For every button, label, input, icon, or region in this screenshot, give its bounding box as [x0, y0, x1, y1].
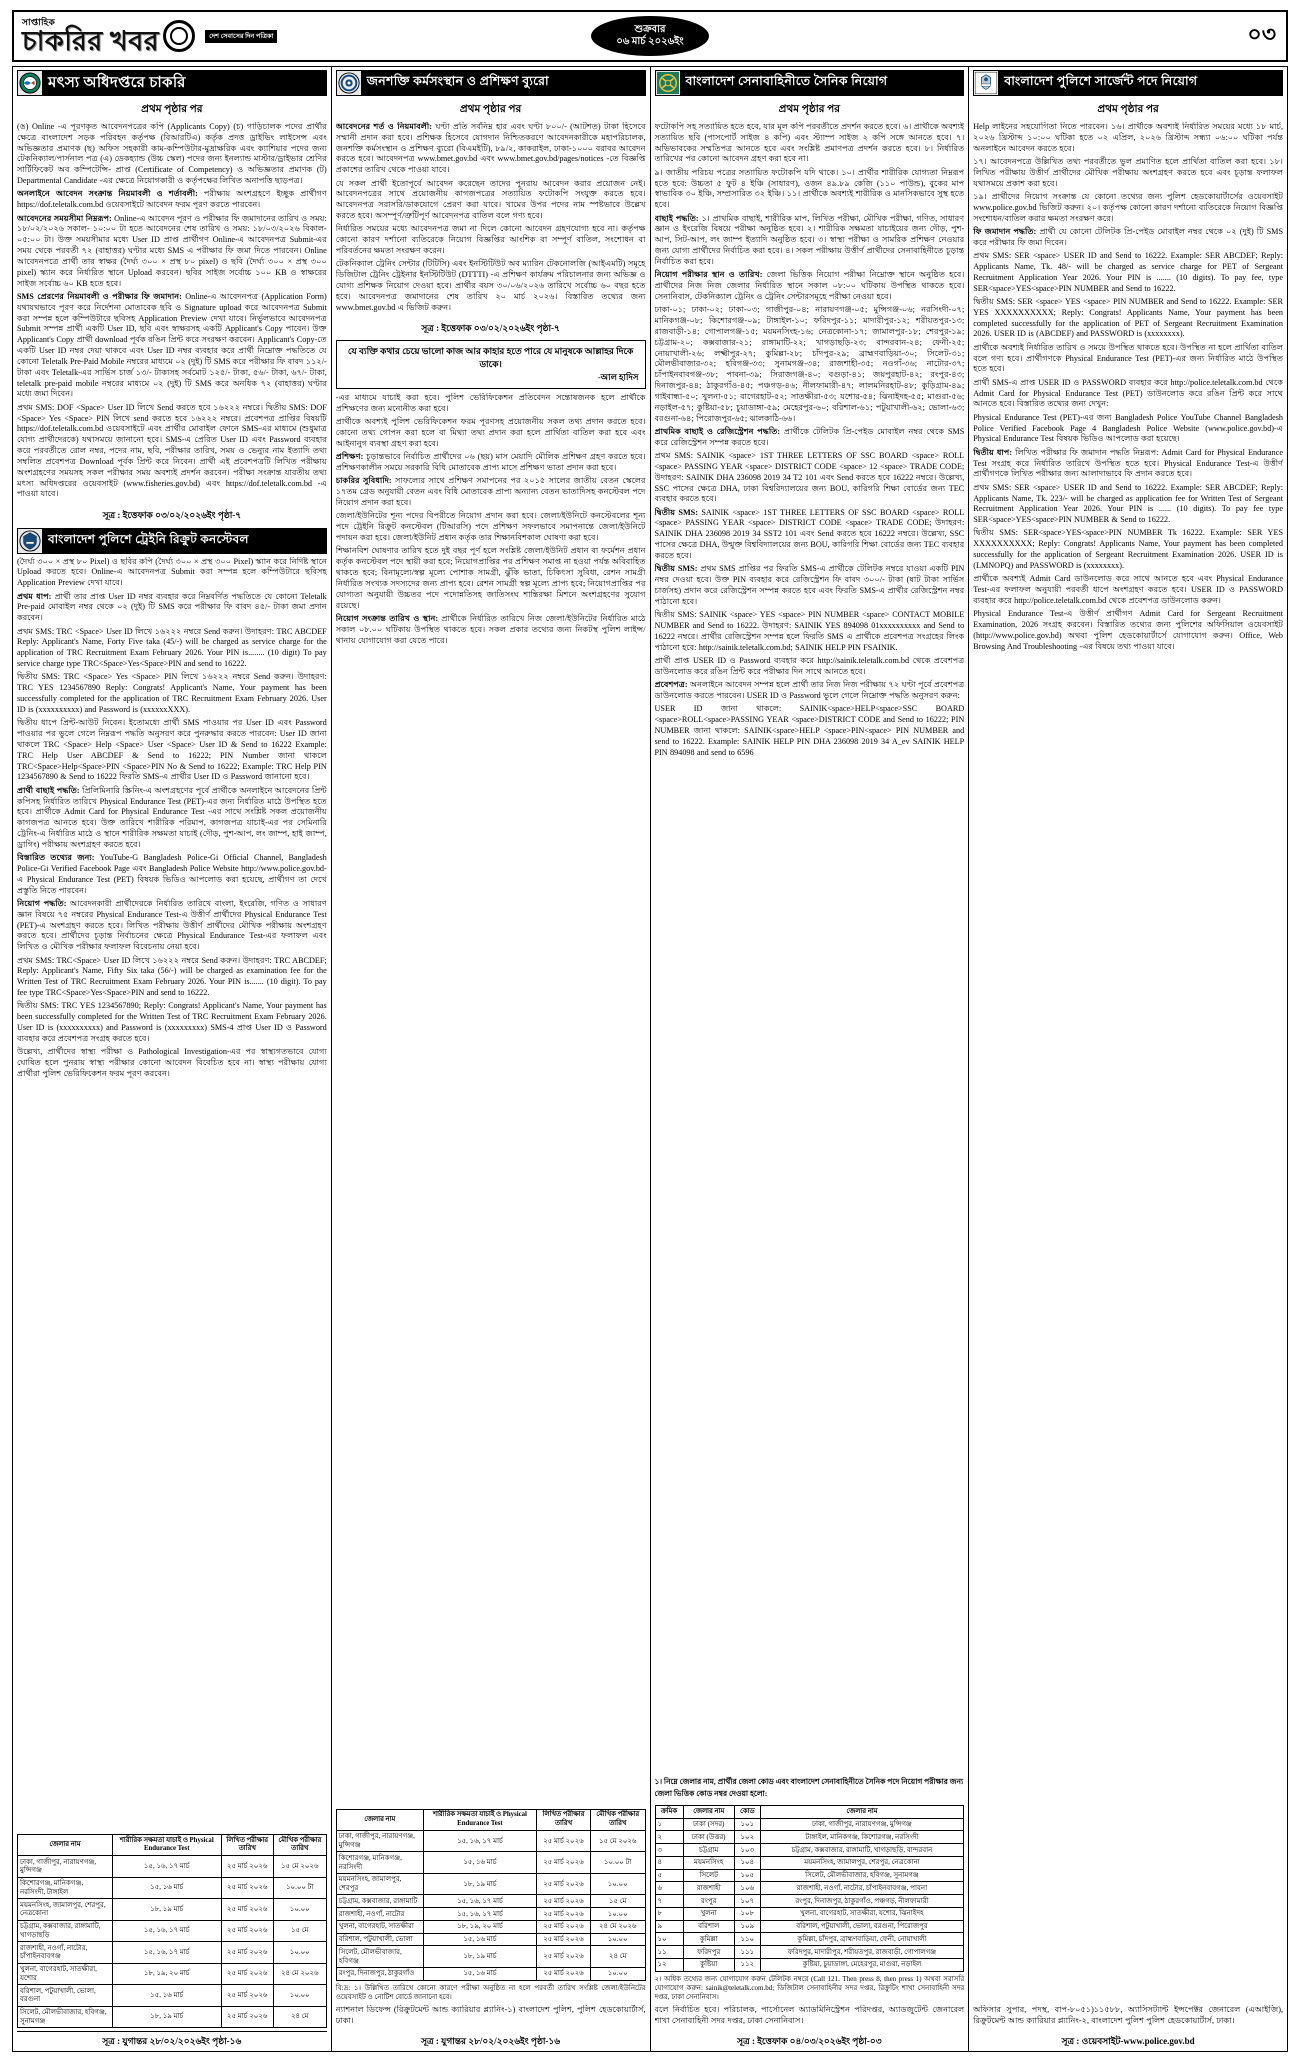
para: প্রথম SMS: SER <space> USER ID and Send to 16222. Example: SER ABCDEF; Reply: Applicants Name, Tk. 223/- will be charged as application fee for Written Test of Sergeant Recruitment Application Year 2026. Your PIN is ...... (10 digits). To pay fee type SER<space>YES<space>PIN NUMBER & Send to 16222. [973, 482, 1283, 525]
headline-police-sergeant: বাংলাদেশ পুলিশে সার্জেন্ট পদে নিয়োগ [999, 70, 1283, 96]
table-row [336, 1967, 645, 1980]
table-cell: ১০৯ [734, 1920, 760, 1933]
para: নিয়োগ পরীক্ষার স্থান ও তারিখ: জেলা ভিত্তিক নিয়োগ পরীক্ষা নিম্নোক্ত স্থানে অনুষ্ঠিত হবে। প্রার্থীদের নিজ নিজ জেলার নির্ধারিত স্থানে সকাল ০৮:০০ ঘটিকায় উপস্থিত থাকতে হবে। সেনানিবাস, টেকনিক্যাল ট্রেনিং ও ট্রেনিং সেন্টারসমূহে পরীক্ষা নেওয়া হবে। [654, 270, 965, 301]
table-row [336, 1933, 645, 1946]
para: Physical Endurance Test (PET)-এর জন্য Bangladesh Police YouTube Channel Bangladesh Police Verified Facebook Page 4 Bangladesh Police Website (www.police.gov.bd)-এ Physical Endurance Test বিষয়ক ভিডিও আপলোড করা হয়েছে। [973, 412, 1283, 444]
table-row [336, 1830, 645, 1852]
table-cell: ২৪ মে [590, 1946, 645, 1968]
table-column-header: কোড [734, 1806, 760, 1818]
table-column-header: মৌখিক পরীক্ষার তারিখ [273, 1835, 326, 1856]
table-row [655, 1933, 964, 1946]
para: প্রার্থী প্রাপ্ত USER ID ও Password ব্যবহার করে http://sainik.teletalk.com.bd থেকে প্রবেশপত্র ডাউনলোড করে রঙিন প্রিন্ট করে পরীক্ষার দিন সাথে আনতে হবে। [654, 655, 965, 676]
table-cell: ১০.০০ [590, 1873, 645, 1895]
article-header-fisheries [17, 70, 327, 96]
para: আবেদনের সময়সীমা নিম্নরূপ: Online-এ আবেদন পূরণ ও পরীক্ষার ফি জমাদানের তারিখ ও সময়: ১৮/০২/২০২৬ সকাল- ১০:০০ টা হতে আবেদনের শেষ তারিখ ও সময়: ১৮/০৩/২০২৬ বিকাল- ০৫:০০ টা। উক্ত সময়সীমার মধ্যে User ID প্রাপ্ত প্রার্থীগণ Online-এ আবেদনপত্র Submit-এর সময় থেকে পরবর্তী ৭২ (বাহাত্তর) ঘণ্টার মধ্যে SMS এ পরীক্ষার ফি জমা দিতে পারবেন। Online আবেদনপত্রে প্রার্থী তার স্বাক্ষর (দৈর্ঘ্য ৩০০ × প্রস্থ ৮০ pixel) ও ছবি (দৈর্ঘ্য ৩০০ × প্রস্থ ৩০০ pixel) স্ক্যান করে নির্ধারিত স্থানে Upload করবেন। ছবির সাইজ সর্বোচ্চ ১০০ KB ও স্বাক্ষরের সাইজ সর্বোচ্চ ৬০ KB হতে হবে। [17, 213, 327, 288]
table-cell: ১০৮ [734, 1907, 760, 1920]
table-cell: ৪ [655, 1856, 683, 1869]
source-fisheries: সূত্র : ইত্তেফাক ০৩/০২/২০২৬ইং পৃষ্ঠা-৭ [102, 509, 242, 520]
para: প্রাথমিক বাছাই ও রেজিস্ট্রেশন পদ্ধতি: প্রার্থীকে টেলিটক প্রি-পেইড মোবাইল নম্বর থেকে SMS করে রেজিস্ট্রেশন সম্পন্ন করতে হবে। [654, 426, 965, 447]
table-cell: ঢাকা (সদর) [683, 1818, 734, 1831]
table-cell: ২৫ মার্চ ২০২৬ [221, 1920, 273, 1942]
masthead-date-badge [591, 16, 709, 56]
para: প্রার্থী বাছাই পদ্ধতি: প্রিলিমিনারি স্ক্রিনিং-এ অংশগ্রহণের পূর্বে প্রার্থীকে অনলাইনে আবেদনের প্রিন্ট কপিসহ নির্ধারিত তারিখে Physical Endurance Test (PET)-এর জন্য নির্ধারিত মাঠে উপস্থিত হতে হবে। প্রার্থীকে Admit Card for Physical Endurance Test -এর সাথে সংশ্লিষ্ট সকল প্রয়োজনীয় কাগজপত্র আনতে হবে। উক্ত তারিখে শারীরিক পরিমাপ, কাগজপত্র যাচাই-এর পর সেমিনারি ট্রেনিং-এ নির্ধারিত মাঠে ও স্থানে শারীরিক সক্ষমতা যাচাই (দৌড়, পুশ-আপ, লং জাম্প, হাই জাম্প, ড্রাগিং) পরীক্ষায় অংশগ্রহণ করতে হবে। [17, 785, 327, 849]
table-cell: ১৮, ১৯ মার্চ [423, 1873, 536, 1895]
table-cell: ৩ [655, 1844, 683, 1857]
table-cell: ১২ [655, 1958, 683, 1971]
masthead-title: চাকরির খবর [22, 25, 160, 56]
table-row [655, 1907, 964, 1920]
table-cell: কিশোরগঞ্জ, মানিকগঞ্জ, নরসিংদী [336, 1852, 423, 1874]
table-row [655, 1844, 964, 1857]
table-cell: ২৫ মার্চ ২০২৬ [537, 1830, 591, 1852]
table-row [336, 1920, 645, 1933]
table-cell: ১১২ [734, 1958, 760, 1971]
table-cell: সিলেট, মৌলভীবাজার, হবিগঞ্জ [336, 1946, 423, 1968]
table-cell: ১৫, ১৬, ১৭ মার্চ [112, 1942, 221, 1964]
table-row [18, 1920, 327, 1942]
table-cell: ১০ [655, 1933, 683, 1946]
table-cell: টাঙ্গাইল, মানিকগঞ্জ, কিশোরগঞ্জ, নরসিংদী [760, 1831, 964, 1844]
hadith-quote-box [336, 340, 646, 389]
table-cell: ৬ [655, 1882, 683, 1895]
para: প্রশিক্ষণ: চূড়ান্তভাবে নির্বাচিত প্রার্থীদের ০৬ (ছয়) মাস মেয়াদি মৌলিক প্রশিক্ষণ গ্রহণ করতে হবে। প্রশিক্ষণকালীন সময়ে সরকারি বিধি মোতাবেক প্রাপ্য মাসে প্রশিক্ষণ ভাতা প্রদান করা হবে। [335, 452, 646, 473]
table-cell: রংপুর, দিনাজপুর, ঠাকুরগাঁও, পঞ্চগড়, নীলফামারী [760, 1895, 964, 1908]
table-cell: রাজশাহী [683, 1882, 734, 1895]
table-cell: ১৫ মে ২০২৬ [590, 1830, 645, 1852]
quote-text: যে ব্যক্তি কথার চেয়ে ভালো কাজ আর কাহার হতে পারে যে মানুষকে আল্লাহর দিকে ডাকে। [347, 346, 634, 369]
para: দ্বিতীয় SMS: SAINIK <space> YES <space> PIN NUMBER <space> CONTACT MOBILE NUMBER and Send to 16222. উদাহরণ: SAINIK YES 894098 01xxxxxxxxxx and Send to 16222 নম্বরে। প্রার্থীর রেজিস্ট্রেশন সম্পন্ন হলে ফিরতি SMS এ প্রার্থীকে প্রবেশপত্র সংগ্রহের লিংক পাঠানো হবে: http://sainik.teletalk.com.bd; SAINIK HELP PIN FSAINIK. [654, 610, 965, 652]
para: দ্বিতীয় SMS: প্রথম SMS প্রাপ্তির পর ফিরতি SMS-এ প্রার্থীকে টেলিটক নম্বরে যাওয়া একটি PIN নম্বর দেওয়া হবে। উক্ত PIN ব্যবহার করে রেজিস্ট্রেশন ফি বাবদ ৩০০/- টাকা (ষাট টাকা সার্ভিস চার্জসহ) প্রদান করে রেজিস্ট্রেশন সম্পন্ন করতে হবে এবং ফিরতি SMS-এ প্রার্থীর রেজিস্ট্রেশন নম্বর পাঠানো হবে। [654, 564, 965, 606]
para: চাকরির সুবিধাদি: সাফল্যের সাথে প্রশিক্ষণ সমাপনের পর ২০১৫ সালের জাতীয় বেতন স্কেলের ১৭তম গ্রেড অনুযায়ী বেতন এবং বিধি মোতাবেক প্রাপ্য অন্যান্য বেতন ভাতাদিসহ কনস্টেবল পদে নিয়োগ প্রদান করা হবে। [335, 476, 646, 508]
table-cell: ২৫ মার্চ ২০২৬ [221, 1942, 273, 1964]
table-cell: ১০.০০ [273, 1899, 326, 1921]
table-cell: সিলেট [683, 1869, 734, 1882]
table-cell: ১৫, ১৬ মার্চ [423, 1967, 536, 1980]
table-note-army: ২। অধিক তথ্যের জন্য যোগাযোগ করুন টেলিটক নম্বরে (Call 121. Then press 8, then press 1) অথবা সরাসরি যোগাযোগ করুন: sainik@teletalk.com.bd; ডিজিটাল সেনাবাহিনীর সদর দপ্তর, রিক্রুটিং শাখা সেনাবাহিনী সদর দপ্তর, ঢাকা সেনানিবাস। [654, 1974, 965, 2001]
para: যে সকল প্রার্থী ইতোপূর্বে আবেদন করেছেন তাদের পুনরায় আবেদন করার প্রয়োজন নেই। আবেদনপত্রের সাথে প্রয়োজনীয় কাগজপত্রের সত্যায়িত ফটোকপি সংযুক্ত করতে হবে। আবেদনপত্র সরাসরি/ডাকযোগে প্রেরণ করা যাবে। খামের উপর পদের নাম স্পষ্টভাবে উল্লেখ করতে হবে। অসম্পূর্ণ/ত্রুটিপূর্ণ আবেদনপত্র বাতিল বলে গণ্য হবে। [335, 178, 646, 221]
para: বাছাই পদ্ধতি: ১। প্রাথমিক বাছাই, শারীরিক মাপ, লিখিত পরীক্ষা, মৌখিক পরীক্ষা, গণিত, সাধারণ জ্ঞান ও ইংরেজি বিষয়ে পরীক্ষা অনুষ্ঠিত হবে। ২। শারীরিক সক্ষমতা যাচাইয়ের জন্য দৌড়, পুশ-আপ, সিট-আপ, লং জাম্প ইত্যাদি অনুষ্ঠিত হবে। ৩। স্বাস্থ্য পরীক্ষা ও সামরিক প্রশিক্ষণ নেওয়ার জন্য যোগ্য প্রার্থীদের নির্বাচিত করা হবে। ৪। সকল পরীক্ষায় উত্তীর্ণ প্রার্থীদের সেনাবাহিনীতে চূড়ান্ত নির্বাচিত করা হবে। [654, 213, 965, 266]
continued-note-police-sergeant: প্রথম পৃষ্ঠার পর [1097, 104, 1159, 115]
table-row [18, 1963, 327, 1985]
para: Physical Endurance Test-এ উত্তীর্ণ প্রার্থীগণ Admit Card for Sergeant Recruitment Examination, 2026 সংগ্রহ করবেন। বিস্তারিত তথ্যের জন্য পুলিশের অফিসিয়াল ওয়েবসাইট (http://www.police.gov.bd) অথবা পুলিশ হেডকোয়ার্টার্সে যোগাযোগ করুন। Office, Web Browsing And Troubleshooting -এর বিষয়ে তথ্য পাওয়া যাবে। [973, 609, 1283, 651]
para: ন্যাশনাল ডিফেন্স (রিক্রুটমেন্ট আন্ড ক্যারিয়ার প্ল্যানিং-১) বাংলাদেশ পুলিশ, পুলিশ হেডকোয়ার্টার্স, ঢাকা। [335, 2004, 646, 2025]
table-cell: সিলেট, মৌলভীবাজার, হবিগঞ্জ, সুনামগঞ্জ [18, 2006, 113, 2028]
table-row [655, 1818, 964, 1831]
table-cell: ১৫, ১৬ মার্চ [423, 1933, 536, 1946]
table-row [336, 1895, 645, 1908]
table-cell: ২৫ মার্চ ২০২৬ [221, 1877, 273, 1899]
article-header-bmet [336, 70, 646, 96]
table-cell: ৮ [655, 1907, 683, 1920]
table-cell: রংপুর, দিনাজপুর, ঠাকুরগাঁও [336, 1967, 423, 1980]
table-cell: ১০৭ [734, 1895, 760, 1908]
para: দ্বিতীয় SMS: SER <space> YES <space> PIN NUMBER and Send to 16222. Example: SER YES XXXXXXXXXX; Reply: Congrats! Applicants Name, Your payment has been completed successfully for the application of PET of Sergeant Recruitment Examination 2026. USER ID is (ABCDEF) and PASSWORD is (xxxxxxxx). [973, 296, 1283, 339]
para: দ্বিতীয় ধাপে প্রিন্ট-আউট নিবেন। ইতোমধ্যে প্রার্থী SMS পাওয়ার পর User ID এবং Password পাওয়ার পর ভুলে গেলে নিম্নরূপ পদ্ধতি অনুসরণ করে পুনরুদ্ধার করতে পারবেন: User ID জানা থাকলে TRC <Space> Help <Space> User <Space> User ID & Send to 16222 Example: TRC Help User ABCDEF & Send to 16222; PIN Number জানা থাকলে TRC<Space>Help<Space>PIN <Space>PIN No & Send to 16222; Example: TRC Help PIN 1234567890 & Send to 16222 ফিরতি SMS-এ প্রার্থীর User ID ও Password জানানো হবে। [17, 718, 327, 782]
para: উল্লেখ্য, প্রার্থীদের স্বাস্থ্য পরীক্ষা ও Pathological Investigation-এর পর স্বাস্থ্যগতভাবে যোগ্য ঘোষিত হলে পুনরায় স্বাস্থ্য পরীক্ষার কোনো আবেদন বিবেচিত হবে না। স্বাস্থ্য পরীক্ষায় যোগ্য প্রার্থীরা পুলিশ ভেরিফিকেশন ফরম পূরণ করবেন। [17, 1047, 327, 1078]
table-cell: ১৫, ১৬, ১৭ মার্চ [423, 1895, 536, 1908]
para: ফি জমাদান পদ্ধতি: প্রার্থী যে কোনো টেলিটক প্রি-পেইড মোবাইল নম্বর থেকে ০২ (দুই) টি SMS করে পরীক্ষার ফি জমা দিবেন। [973, 226, 1283, 247]
body-police-trc-cont [336, 393, 646, 1805]
table-cell: ১০১ [734, 1818, 760, 1831]
table-cell: ২৫ মার্চ ২০২৬ [537, 1895, 591, 1908]
para: SMS প্রেরণের নিয়মাবলী ও পরীক্ষার ফি জমাদান: Online-এ আবেদনপত্র (Application Form) যথাযথভাবে পূরণ করে নির্দেশনা মোতাবেক ছবি ও Signature upload করে আবেদনপত্র Submit করা সম্পন্ন হলে কম্পিউটারে ছবিসহ Application Preview দেখা যাবে। নির্ভুলভাবে আবেদনপত্র Submit সম্পন্ন প্রার্থী একটি User ID, ছবি এবং স্বাক্ষরসহ একটি Applicant's Copy পাবেন। উক্ত Applicant's Copy প্রার্থী download পূর্বক রঙিন প্রিন্ট করে সংরক্ষণ করবেন। Applicant's Copy-তে একটি User ID নম্বর দেয়া থাকবে এবং User ID নম্বর ব্যবহার করে প্রার্থী নিম্নোক্ত পদ্ধতিতে যে কোনো Teletalk Pre-Paid Mobile নম্বরের মাধ্যমে ০২ (দুই) টি SMS করে পরীক্ষার ফি বাবদ ১১২/- টাকা এবং Teletalk-এর সার্ভিস চার্জ ১৩/- টাকাসহ সর্বমোট ১২৫/- টাকা, ৫৬/- টাকা, ৬৭/- টাকা, teletalk pre-paid mobile নম্বরের মাধ্যমে ০২ (দুই) টি SMS করে অনধিক ৭২ (বাহাত্তর) ঘণ্টার মধ্যে জমা দিবেন। [17, 291, 327, 399]
table-cell: ২৫ মার্চ ২০২৬ [221, 1985, 273, 2007]
table-cell: ১৫ মে [273, 1920, 326, 1942]
table-cell: ১০৫ [734, 1869, 760, 1882]
table-row [336, 1852, 645, 1874]
table-cell: কিশোরগঞ্জ, মানিকগঞ্জ, নরসিংদী, টাঙ্গাইল [18, 1877, 113, 1899]
table-row [18, 1899, 327, 1921]
table-row [18, 1985, 327, 2007]
masthead [12, 10, 1288, 62]
continued-note-army: প্রথম পৃষ্ঠার পর [778, 104, 841, 115]
table-column-header: শারীরিক সক্ষমতা যাচাই ও Physical Endurance Test [112, 1835, 221, 1856]
table-cell: রাজশাহী, নওগাঁ, নাটোর, চাঁপাইনবাবগঞ্জ, পাবনা [760, 1882, 964, 1895]
table-cell: ফরিদপুর, মাদারীপুর, শরীয়তপুর, রাজবাড়ী, গোপালগঞ্জ [760, 1946, 964, 1959]
table-cell: বরিশাল, পটুয়াখালী, ভোলা, বরগুনা [18, 1985, 113, 2007]
para: প্রার্থীকে অবশ্যই Admit Card ডাউনলোড করে সাথে আনতে হবে এবং Physical Endurance Test-এর ফলাফল অনুযায়ী পরবর্তী ধাপে অংশগ্রহণ করতে হবে। USER ID ও PASSWORD ব্যবহার করে http://police.teletalk.com.bd থেকে প্রবেশপত্র ডাউনলোড করুন। [973, 574, 1283, 605]
table-cell: রংপুর [683, 1895, 734, 1908]
table-cell: ১০.০০ টা [273, 1877, 326, 1899]
table-cell: ১৮, ১৯ মার্চ [112, 1899, 221, 1921]
table-cell: কুষ্টিয়া, চুয়াডাঙ্গা, মেহেরপুর, মাগুরা, নড়াইল [760, 1958, 964, 1971]
masthead-gear-icon [163, 20, 195, 52]
table-cell: ২ [655, 1831, 683, 1844]
source-prefix-police [336, 2005, 646, 2029]
table-cell: ১০.০০ টা [590, 1852, 645, 1874]
headline-fisheries: মৎস্য অধিদপ্তরে চাকরি [43, 70, 327, 96]
fisheries-emblem-icon [17, 70, 43, 96]
table-cell: ফরিদপুর [683, 1946, 734, 1959]
para: নিয়োগ সংক্রান্ত তারিখ ও স্থান: প্রার্থীকে নির্ধারিত তারিখে নিজ জেলা/ইউনিটের নির্ধারিত মাঠে সকাল ০৮.০০ ঘটিকায় উপস্থিত থাকতে হবে। সকল প্রকার তথ্যের জন্য নিকটস্থ পুলিশ লাইন্স/থানায় যোগাযোগ করা যেতে পারে। [335, 613, 646, 645]
body-bmet [336, 122, 646, 316]
table-column-header: লিখিত পরীক্ষার তারিখ [537, 1809, 591, 1830]
table-cell: ২৫ মার্চ ২০২৬ [537, 1908, 591, 1921]
para: প্রথম SMS: DOF <Space> User ID লিখে Send করতে হবে ১৬২২২ নম্বরে। দ্বিতীয় SMS: DOF <Space> Yes <Space> PIN লিখে send করতে হবে ১৬২২২ নম্বরে। প্রবেশপত্র প্রাপ্তির বিষয়টি https://dof.teletalk.com.bd ওয়েবসাইটে এবং প্রার্থীর মোবাইল ফোনে SMS-এর মাধ্যমে (শুধুমাত্র যোগ্য প্রার্থীদেরকে) যথাসময়ে জানানো হবে। SMS-এ প্রেরিত User ID এবং Password ব্যবহার করে পরবর্তীতে রোল নম্বর, পদের নাম, ছবি, পরীক্ষার তারিখ, সময় ও ভেন্যুর নাম ইত্যাদি তথ্য সম্বলিত প্রবেশপত্র Download পূর্বক প্রিন্ট করে নিবেন। প্রার্থী এই প্রবেশপত্রটি লিখিত পরীক্ষায় অংশগ্রহণের সময়সহ সকল পরীক্ষার সময় অবশ্যই প্রদর্শন করবেন। পরীক্ষা সংক্রান্ত যাবতীয় তথ্য মৎস্য অধিদপ্তরের ওয়েবসাইট (www.fisheries.gov.bd) এবং https://dof.teletalk.com.bd -এ পাওয়া যাবে। [17, 402, 327, 499]
table-row [18, 2006, 327, 2028]
source-police-trc: সূত্র : যুগান্তর ২৮/০২/২০২৬ইং পৃষ্ঠা-১৬ [17, 2031, 327, 2049]
para: জেলা/ইউনিটের শূন্য পদের বিপরীতে নিয়োগ প্রদান করা হবে। জেলা/ইউনিটে কনস্টেবলের শূন্য পদে ট্রেইনি রিক্রুট কনস্টেবল (টিআরসি) পদে প্রশিক্ষণ সফলভাবে সমাপনান্তে জেলা/ইউনিটে পদায়ন করা হবে। জেলা/ইউনিট প্রধান কর্তৃক তার শিক্ষানবিশকাল ঘোষণা করা হবে। [335, 511, 646, 543]
table-cell: ২৪ মে [273, 2006, 326, 2028]
table-cell: ঢাকা, গাজীপুর, নারায়ণগঞ্জ, মুন্সিগঞ্জ [760, 1818, 964, 1831]
table-cell: খুলনা, বাগেরহাট, সাতক্ষীরা [336, 1920, 423, 1933]
para: প্রার্থীকে অবশ্যই পুলিশ ভেরিফিকেশন ফরম পূরণসহ প্রয়োজনীয় সকল তথ্য প্রদান করতে হবে। কোনো তথ্য গোপন করা হলে বা মিথ্যা তথ্য প্রদান করা হলে প্রার্থিতা বাতিল করা হবে এবং আইনানুগ ব্যবস্থা গ্রহণ করা হবে। [335, 417, 646, 448]
table-cell: ১০৪ [734, 1856, 760, 1869]
table-row [655, 1895, 964, 1908]
table-cell: ২৪ মে ২০২৬ [273, 1963, 326, 1985]
table-cell: ঢাকা, গাজীপুর, নারায়ণগঞ্জ, মুন্সিগঞ্জ [18, 1856, 113, 1878]
body-police-trc [17, 557, 327, 1830]
masthead-date-day: শুক্রবার [634, 23, 666, 35]
table-column-header: শারীরিক সক্ষমতা যাচাই ও Physical Endurance Test [423, 1809, 536, 1830]
table-cell: রাজশাহী, নওগাঁ, নাটোর [336, 1908, 423, 1921]
para: ১৭। আবেদনপত্রে উল্লিখিত তথ্য পরবর্তীতে ভুল প্রমাণিত হলে প্রার্থিতা বাতিল করা হবে। ১৮। লিখিত পরীক্ষায় উত্তীর্ণ প্রার্থীদের মৌখিক পরীক্ষায় অংশগ্রহণ করতে হবে এবং চূড়ান্ত ফলাফল যথাসময়ে প্রকাশ করা হবে। [973, 156, 1283, 188]
para: প্রথম SMS: TRC<Space> User ID লিখে ১৬২২২ নম্বরে Send করুন। উদাহরণ: TRC ABCDEF; Reply: Applicant's Name, Fifty Six taka (56/-) will be charged as examination fee for the Written Test of TRC Recruitment Exam February 2026. Your PIN is....... (10 digit). To pay fee type TRC<Space>Yes<Space>PIN and send to 16222. [17, 955, 327, 998]
para: ৯। জাতীয় পরিচয় পত্রের সত্যায়িত ফটোকপি যদি থাকে। ১০। প্রার্থীর শারীরিক যোগ্যতা নিম্নরূপ হতে হবে: উচ্চতা ৫ ফুট ৪ ইঞ্চি (সাধারণ), ওজন ৪৯.৮৯ কেজি (১১০ পাউন্ড), বুকের মাপ স্বাভাবিক ৩০ ইঞ্চি, সম্প্রসারিত ৩২ ইঞ্চি। ১১। প্রার্থীকে অবশ্যই শারীরিক ও মানসিকভাবে সুস্থ হতে হবে। [654, 167, 965, 210]
table-cell: ১৫, ১৬ মার্চ [112, 1985, 221, 2007]
table-column-header: মৌখিক পরীক্ষার তারিখ [590, 1809, 645, 1830]
table-cell: ২৫ মার্চ ২০২৬ [221, 2006, 273, 2028]
table-cell: ১৫ মে ২০২৬ [273, 1856, 326, 1878]
table-cell: ১০.০০ [273, 1942, 326, 1964]
article-header-army [655, 70, 965, 96]
para: দ্বিতীয় ধাপ: লিখিত পরীক্ষার ফি জমাদান পদ্ধতি নিম্নরূপ: Admit Card for Physical Endurance Test সংগ্রহ করে নির্ধারিত তারিখে উপস্থিত হতে হবে। Physical Endurance Test-এ উত্তীর্ণ প্রার্থীগণকে লিখিত পরীক্ষার জন্য আলাদাভাবে ফি প্রদান করতে হবে। [973, 447, 1283, 479]
para: প্রথম SMS: TRC <Space> User ID লিখে ১৬২২২ নম্বরে Send করুন। উদাহরণ: TRC ABCDEF Reply: Applicant's Name, Forty Five taka (45/-) will be charged as service charge for the application of TRC Recruitment Exam February 2026. Your PIN is........ (10 digit) To pay service charge type TRC<Space>Yes<Space>PIN and send to 16222. [17, 626, 327, 669]
column-4 [969, 67, 1287, 2051]
table-header-row [655, 1806, 964, 1818]
police-sergeant-emblem-icon [973, 70, 999, 96]
para: নিয়োগ পদ্ধতি: আবেদনকারী প্রার্থীদেরকে নির্ধারিত তারিখে বাংলা, ইংরেজি, গণিত ও সাধারণ জ্ঞান বিষয়ে ৭৫ নম্বরের Physical Endurance Test-এ উত্তীর্ণ প্রার্থীদের Physical Endurance Test (PET)-এ অংশগ্রহণ করতে হবে। লিখিত পরীক্ষায় উত্তীর্ণ প্রার্থীদের মৌখিক পরীক্ষায় অংশগ্রহণ করতে হবে। প্রার্থীদের চূড়ান্ত নির্বাচনের ক্ষেত্রে Physical Endurance Test-এর ফলাফল এবং লিখিত ও মৌখিক পরীক্ষার ফলাফল বিবেচনায় নেয়া হবে। [17, 899, 327, 952]
para: দ্বিতীয় SMS: SER<space>YES<space>PIN NUMBER Tk 16222. Example: SER YES XXXXXXXXXX; Reply: Congrats! Applicants Name, Your payment has been completed successfully for the application of Sergeant Recruitment Examination 2026. USER ID is (LMNOPQ) and PASSWORD is (xxxxxxxx). [973, 528, 1283, 570]
table-cell: ২৫ মার্চ ২০২৬ [537, 1967, 591, 1980]
para: ফটোকপি সহ সত্যায়িত হতে হবে, যার মূল কপি পরবর্তীতে প্রদর্শন করতে হবে। ৬। প্রার্থীকে অবশ্যই সত্যায়িত ছবি (পাসপোর্ট সাইজ ৪ কপি) এবং স্ট্যাম্প সাইজ ২ কপি সঙ্গে আনতে হবে। ৭। অভিভাবকের সম্মতিপত্র আনতে হবে এবং সংশ্লিষ্ট প্রমাণপত্র প্রদর্শন করতে হবে। ৮। নির্ধারিত তারিখের পর কোনো আবেদন গ্রহণ করা হবে না। [654, 122, 965, 164]
table-cell: ১০৩ [734, 1844, 760, 1857]
table-cell: চট্টগ্রাম [683, 1844, 734, 1857]
source-police-trc-2: সূত্র : যুগান্তর ২৮/০২/২০২৬ইং পৃষ্ঠা-১৬ [421, 2036, 561, 2046]
para: অফিসার সুপার, পদস্থ, বাপ-৮০৫১)১১৫৮৮, অ্যাসিসট্যান্ট ইন্সপেক্টর জেনারেল (এআইজি), রিক্রুটমেন্ট আন্ড ক্যারিয়ার প্ল্যানিং-২, বাংলাদেশ পুলিশ পুলিশ হেডকোয়ার্টার্স, ঢাকা। [973, 2004, 1283, 2025]
table-cell: ৫ [655, 1869, 683, 1882]
table-cell: ১১ [655, 1946, 683, 1959]
bmet-gear-icon [336, 70, 362, 96]
source-bmet: সূত্র : ইত্তেফাক ০৩/০২/২০২৬ইং পৃষ্ঠা-৭ [421, 323, 560, 334]
table-cell: বরিশাল [683, 1920, 734, 1933]
para: ১৯। প্রার্থীদের নিয়োগ সংক্রান্ত যে কোনো তথ্যের জন্য পুলিশ হেডকোয়ার্টার্সের ওয়েবসাইট www.police.gov.bd ভিজিট করুন। ২০। কর্তৃপক্ষ কোনো কারণ দর্শানো ব্যতিরেকে নিয়োগ বিজ্ঞপ্তি সংশোধন/বাতিল করার ক্ষমতা সংরক্ষণ করে। [973, 191, 1283, 223]
table-header-row [18, 1835, 327, 1856]
para: দ্বিতীয় SMS: SAINIK <space> 1ST THREE LETTERS OF SSC BOARD <space> ROLL <space> PASSING YEAR <space> DISTRICT CODE <space> TRADE CODE; উদাহরণ: SAINIK DHA 236098 2019 34 SST2 101 এবং Send করতে হবে 16222 নম্বরে। উল্লেখ্য, SSC পাসের ক্ষেত্রে DHA, উন্মুক্ত বিশ্ববিদ্যালয়ের জন্য BOU, কারিগরি শিক্ষা বোর্ডের জন্য TEC ব্যবহার করতে হবে। [654, 507, 965, 560]
article-header-police-trc [17, 528, 327, 554]
para: প্রথম SMS: SER <space> USER ID and Send to 16222. Example: SER ABCDEF; Reply: Applicants Name, Tk. 48/- will be charged as service charge for PET of Sergeant Recruitment Application Year 2026. Your PIN is ....... (10 digits). To pay fee, type SER<space>YES<space>PIN NUMBER and Send to 16222. [973, 251, 1283, 293]
column-2 [332, 67, 651, 2051]
para: প্রার্থী SMS-এ প্রাপ্ত USER ID ও PASSWORD ব্যবহার করে http://police.teletalk.com.bd থেকে Admit Card for Physical Endurance Test (PET) ডাউনলোড করে রঙিন প্রিন্ট করে সাথে আনতে হবে। বিস্তারিত তথ্যের জন্য দেখুন: [973, 377, 1283, 409]
table-footer-note: বি:দ্র: ১। উল্লিখিত তারিখে কোনো কারণে পরীক্ষা অনুষ্ঠিত না হলে পরবর্তী তারিখ সংশ্লিষ্ট জেলা/ইউনিটের ওয়েবসাইট ও নোটিশ বোর্ডে জানানো হবে। [335, 1983, 646, 2001]
table-cell: ১৮, ১৯ মার্চ [112, 2006, 221, 2028]
table-cell: খুলনা, বাগেরহাট, সাতক্ষীরা, যশোর, ঝিনাইদহ [760, 1907, 964, 1920]
table-header-row [336, 1809, 645, 1830]
table-body [655, 1818, 964, 1971]
table-cell: ১৮, ১৯, ২০ মার্চ [112, 1963, 221, 1985]
table-row [336, 1946, 645, 1968]
table-cell: ১০.০০ [273, 1985, 326, 2007]
table-cell: ১৫, ১৬, ১৭ মার্চ [112, 1856, 221, 1878]
table-cell: ঢাকা (উত্তর) [683, 1831, 734, 1844]
table-cell: বরিশাল, পটুয়াখালী, ভোলা [336, 1933, 423, 1946]
para: অনলাইনে আবেদন সংক্রান্ত নিয়মাবলী ও শর্তাবলী: পরীক্ষায় অংশগ্রহণে ইচ্ছুক প্রার্থীগণ https://dof.teletalk.com.bd ওয়েবসাইটে আবেদন ফরম পূরণ করতে পারবেন। [17, 189, 327, 210]
table-cell: সিলেট, মৌলভীবাজার, হবিগঞ্জ, সুনামগঞ্জ [760, 1869, 964, 1882]
table-cell: ১৫, ১৬, ১৭ মার্চ [112, 1920, 221, 1942]
table-column-header: জেলার নাম [18, 1835, 113, 1856]
table-row [18, 1942, 327, 1964]
table-row [18, 1877, 327, 1899]
masthead-logo [20, 18, 159, 55]
para: (দৈর্ঘ্য ৩০০ × প্রস্থ ৮০ Pixel) ও ছবির কপি (দৈর্ঘ্য ৩০০ × প্রস্থ ৩০০ Pixel) স্ক্যান করে নির্দিষ্ট স্থানে Upload করতে হবে। Online-এ আবেদনপত্র Submit করা সম্পন্ন হলে কম্পিউটারে ছবিসহ Application Preview দেখা যাবে। [17, 556, 327, 588]
source-prefix-police-sergeant [973, 2005, 1283, 2029]
masthead-kicker: সাপ্তাহিক [22, 16, 55, 27]
source-prefix-army [655, 2005, 965, 2029]
table-cell: কুমিল্লা, চাঁদপুর, ব্রাহ্মণবাড়িয়া, ফেনী, নোয়াখালী [760, 1933, 964, 1946]
body-fisheries [17, 122, 327, 503]
column-1 [13, 67, 332, 2051]
table-cell: ২৫ মার্চ ২০২৬ [537, 1873, 591, 1895]
para: প্রবেশপত্র: অনলাইনে আবেদন সম্পন্ন হলে প্রার্থী তার নিজ নিজ পরীক্ষায় ৭২ ঘণ্টা পূর্বে প্রবেশপত্র ডাউনলোড করতে পারবেন। USER ID ও Password ভুলে গেলে নিম্নোক্ত পদ্ধতি অনুসরণ করুন: [654, 680, 965, 700]
table-cell: ১৫, ১৬, ১৭ মার্চ [423, 1830, 536, 1852]
police-emblem-icon [17, 528, 43, 554]
source-army: সূত্র : ইত্তেফাক ০৪/০৩/২০২৬ইং পৃষ্ঠা-০৩ [737, 2036, 882, 2046]
table-body [336, 1830, 645, 1980]
table-cell: ২৫ মার্চ ২০২৬ [537, 1933, 591, 1946]
table-cell: ঢাকা, গাজীপুর, নারায়ণগঞ্জ, মুন্সিগঞ্জ [336, 1830, 423, 1852]
table-cell: ১০২ [734, 1831, 760, 1844]
table-column-header: ক্রমিক [655, 1806, 683, 1818]
para: বলে নির্বাচিত হবে। পরিচালক, পার্সোনেল অ্যাডমিনিস্ট্রেশন পরিদপ্তর, অ্যাডজুটেন্ট জেনারেল শাখা সেনাবাহিনী সদর দপ্তর, ঢাকা সেনানিবাস। [654, 2004, 965, 2025]
table-cell: ২৫ মার্চ ২০২৬ [537, 1920, 591, 1933]
para: দ্বিতীয় SMS: TRC <Space> Yes <Space> PIN লিখে ১৬২২২ নম্বরে Send করুন। উদাহরণ: TRC YES 1234567890 Reply: Congrats! Applicant's Name, Your payment has been successfully completed for the application of TRC Recruitment Exam February 2026. User ID is (xxxxxxxxxx) and Password is (xxxxxxXXX). [17, 672, 327, 714]
table-cell: কুষ্টিয়া [683, 1958, 734, 1971]
table-cell: ১৮, ১৯, ২০ মার্চ [423, 1920, 536, 1933]
table-cell: রাজশাহী, নওগাঁ, নাটোর, চাঁপাইনবাবগঞ্জ [18, 1942, 113, 1964]
table-cell: চট্টগ্রাম, কক্সবাজার, রাঙ্গামাটি, খাগড়াছড়ি, বান্দরবান [760, 1844, 964, 1857]
table-cell: ২৫ মার্চ ২০২৬ [537, 1946, 591, 1968]
para: (ঙ) Online -এ পূরণকৃত আবেদনপত্রের কপি (Applicants Copy) (চ) গাড়িচালক পদের প্রার্থীর ক্ষেত্রে বাংলাদেশ সড়ক পরিবহন কর্তৃপক্ষ (বিআরটিএ) কর্তৃক প্রদত্ত ড্রাইভিং লাইসেন্স এবং অভিজ্ঞতার প্রমাণক (ছ) অফিস সহকারী কাম-কম্পিউটার-মুদ্রাক্ষরিক এবং ক্যাশিয়ার পদের জন্য টেকনিক্যাল/পার্সনাল পত্র (এ) ডেকহ্যান্ড (উচ্চ স্কেল) পদের জন্য ইনল্যান্ড মাস্টার/ড্রাইভার শ্রেণির সার্টিফিকেট অব কম্পিটেন্সি- প্রাপ্ত (Certificate of Competency) ও অভিজ্ঞতার প্রমাণক (ট) Departmental Candidate -এর ক্ষেত্রে নিয়োগকারী ও কর্তৃপক্ষের লিখিত অনাপত্তি ছাড়পত্র। [17, 122, 327, 186]
table-cell: ১৫, ১৬, ১৭ মার্চ [423, 1908, 536, 1921]
body-army [655, 122, 965, 1773]
table-cell: ১১০ [734, 1933, 760, 1946]
table-army-district-codes [655, 1805, 965, 1971]
table-cell: ৭ [655, 1895, 683, 1908]
table-column-header: জেলার নাম [683, 1806, 734, 1818]
table-cell: ১৫, ১৬ মার্চ [423, 1852, 536, 1874]
table-row [655, 1958, 964, 1971]
table-cell: ১১১ [734, 1946, 760, 1959]
para: -এর মাধ্যমে যাচাই করা হবে। পুলিশ ভেরিফিকেশন প্রতিবেদন সন্তোষজনক হলে প্রার্থীকে প্রশিক্ষণের জন্য মনোনীত করা হবে। [335, 393, 646, 413]
masthead-date-full: ০৬ মার্চ ২০২৬ইং [616, 36, 684, 47]
table-police-trc-schedule [17, 1834, 327, 2028]
table-cell: ১৮, ১৯ মার্চ [423, 1946, 536, 1968]
para: বিস্তারিত তথ্যের জন্য: YouTube-G Bangladesh Police-Gi Official Channel, Bangladesh Police-Gi Verified Facebook Page এবং Bangladesh Police Website http://www.police.gov.bd-এ Physical Endurance Test (PET) বিষয়ক ভিডিও আপলোড করা হয়েছে, প্রার্থীগণ তা দেখে প্রস্তুতি নিতে পারবেন। [17, 853, 327, 895]
table-cell: ১০৬ [734, 1882, 760, 1895]
table-row [336, 1908, 645, 1921]
article-header-police-sergeant [973, 70, 1283, 96]
table-cell: ২৫ মার্চ ২০২৬ [221, 1856, 273, 1878]
table-cell: ১৫, ১৬ মার্চ [112, 1877, 221, 1899]
para: টেকনিক্যাল ট্রেনিং সেন্টার (টিটিসি) এবং ইনস্টিটিউট অব ম্যারিন টেকনোলজি (আইএমটি) সমূহে ডিজিটাল ট্রেনিং ট্রেইনার ইনস্টিটিউট (DTTTI) -এ প্রশিক্ষণ কার্যক্রম পরিচালনার জন্য অভিজ্ঞ ও যোগ্য প্রশিক্ষক নিয়োগ দেওয়া হবে। প্রার্থীর বয়স ৩০/০৬/২০২৬ তারিখে সর্বোচ্চ ৬০ বছর হতে হবে। আবেদনপত্র জমাদানের শেষ তারিখ ২০ মার্চ ২০২৬। বিস্তারিত তথ্যের জন্য www.bmet.gov.bd এ ভিজিট করুন। [335, 259, 646, 312]
para: দ্বিতীয় SMS: TRC YES 1234567890; Reply: Congrats! Applicant's Name, Your payment has been successfully completed for the Written Test of TRC Recruitment Exam February 2026. User ID is (xxxxxxxxxx) and Password is (xxxxxxxxx) SMS-4 প্রাপ্ত User ID ও Password ব্যবহার করে প্রবেশপত্র সংগ্রহ করতে হবে। [17, 1001, 327, 1043]
table-row [655, 1869, 964, 1882]
table-column-header: লিখিত পরীক্ষার তারিখ [221, 1835, 273, 1856]
para: প্রথম SMS: SAINIK <space> 1ST THREE LETTERS OF SSC BOARD <space> ROLL <space> PASSING YEAR <space> DISTRICT CODE <space> 12 <space> TRADE CODE; উদাহরণ: SAINIK DHA 236098 2019 34 T2 101 এবং Send করতে হবে 16222 নম্বরে। উল্লেখ্য, SSC পাসের ক্ষেত্রে DHA, ঢাকা বিশ্ববিদ্যালয়ের জন্য BOU, কারিগরি শিক্ষা বোর্ডের জন্য TEC ব্যবহার করতে হবে। [654, 451, 965, 504]
para: Help লাইনের সহযোগিতা নিতে পারবেন। ১৬। প্রার্থীকে অবশ্যই নির্ধারিত সময়ের মধ্যে ১৮ মার্চ, ২০২৬ খ্রিস্টাব্দ ১০:০০ ঘটিকা হতে ০২ এপ্রিল, ২০২৬ খ্রিস্টাব্দ সন্ধ্যা ০৬:০০ ঘটিকা পর্যন্ত অনলাইনে আবেদন করতে হবে। [973, 122, 1283, 153]
para: প্রথম ধাপ: প্রার্থী তার প্রাপ্ত User ID নম্বর ব্যবহার করে নিম্নবর্ণিত পদ্ধতিতে যে কোনো Teletalk Pre-paid মোবাইল নম্বর থেকে ০২ (দুই) টি SMS করে পরীক্ষার ফি বাবদ ৪৫/- টাকা জমা প্রদান করবেন। [17, 591, 327, 623]
table-cell: ২৫ মার্চ ২০২৬ [537, 1852, 591, 1874]
table-police-trc-districts [336, 1809, 646, 1981]
headline-bmet: জনশক্তি কর্মসংস্থান ও প্রশিক্ষণ ব্যুরো [362, 70, 646, 96]
table-cell: ১০.০০ [590, 1908, 645, 1921]
table-cell: চট্টগ্রাম, কক্সবাজার, রাঙ্গামাটি [336, 1895, 423, 1908]
table-cell: ২৫ মার্চ ২০২৬ [221, 1963, 273, 1985]
source-police-sergeant: সূত্র : ওয়েবসাইট-www.police.gov.bd [1061, 2036, 1195, 2046]
table-row [655, 1856, 964, 1869]
table-cell: খুলনা, বাগেরহাট, সাতক্ষীরা, যশোর [18, 1963, 113, 1985]
table-cell: ময়মনসিংহ, জামালপুর, শেরপুর, নেত্রকোনা [18, 1899, 113, 1921]
quote-attribution: -আল হাদিস [597, 372, 639, 383]
table-row [655, 1831, 964, 1844]
table-column-header: জেলার নাম [760, 1806, 964, 1818]
column-grid [12, 66, 1288, 2052]
army-emblem-icon [655, 70, 681, 96]
masthead-strip: দেশ সেবাসের দিন পত্রিকা [205, 30, 277, 43]
table-cell: ৯ [655, 1920, 683, 1933]
table-cell: কুমিল্লা [683, 1933, 734, 1946]
para: আবেদনের শর্ত ও নিয়মাবলী: ঘণ্টা প্রতি সর্বনিম্ন হার এবং ঘণ্টা ৮০০/- (আটশত) টাকা হিসেবে সম্মানী প্রদান করা হবে। প্রশিক্ষক হিসেবে যোগদান নিশ্চিতকরণে আবেদনকারীকে মহাপরিচালক, জনশক্তি কর্মসংস্থান ও প্রশিক্ষণ ব্যুরো (বিএমইটি), ৮৯/২, কাকরাইল, ঢাকা-১০০০ বরাবর আবেদন করতে হবে। আবেদনপত্র www.bmet.gov.bd এবং www.bmet.gov.bd/pages/notices -তে বিজ্ঞপ্তি প্রকাশের তারিখ থেকে পাওয়া যাবে। [335, 122, 646, 175]
table-cell: ময়মনসিংহ, জামালপুর, শেরপুর [336, 1873, 423, 1895]
table-cell: খুলনা [683, 1907, 734, 1920]
table-cell: ১৫ মে [590, 1895, 645, 1908]
headline-police-trc: বাংলাদেশ পুলিশে ট্রেইনি রিক্রুট কনস্টেবল [43, 528, 327, 554]
table-row [18, 1856, 327, 1878]
table-row [655, 1920, 964, 1933]
table-cell: বরিশাল, পটুয়াখালী, ভোলা, বরগুনা, পিরোজপুর [760, 1920, 964, 1933]
table-cell: ময়মনসিংহ [683, 1856, 734, 1869]
table-row [655, 1882, 964, 1895]
para: ঢাকা-০১; ঢাকা-০২; ঢাকা-০৩; গাজীপুর-০৪; নারায়ণগঞ্জ-০৫; মুন্সিগঞ্জ-০৬; নরসিংদী-০৭; মানিকগঞ্জ-০৮; কিশোরগঞ্জ-০৯; টাঙ্গাইল-১০; ফরিদপুর-১১; মাদারীপুর-১২; শরীয়তপুর-১৩; রাজবাড়ী-১৪; গোপালগঞ্জ-১৫; ময়মনসিংহ-১৬; নেত্রকোনা-১৭; জামালপুর-১৮; শেরপুর-১৯; চট্টগ্রাম-২০; কক্সবাজার-২১; রাঙ্গামাটি-২২; খাগড়াছড়ি-২৩; বান্দরবান-২৪; ফেনী-২৫; নোয়াখালী-২৬; লক্ষ্মীপুর-২৭; কুমিল্লা-২৮; চাঁদপুর-২৯; ব্রাহ্মণবাড়িয়া-৩০; সিলেট-৩১; মৌলভীবাজার-৩২; হবিগঞ্জ-৩৩; সুনামগঞ্জ-৩৪; রাজশাহী-৩৫; নওগাঁ-৩৬; নাটোর-৩৭; চাঁপাইনবাবগঞ্জ-৩৮; পাবনা-৩৯; সিরাজগঞ্জ-৪০; বগুড়া-৪১; জয়পুরহাট-৪২; রংপুর-৪৩; দিনাজপুর-৪৪; ঠাকুরগাঁও-৪৫; পঞ্চগড়-৪৬; নীলফামারী-৪৭; লালমনিরহাট-৪৮; কুড়িগ্রাম-৪৯; গাইবান্ধা-৫০; খুলনা-৫১; বাগেরহাট-৫২; সাতক্ষীরা-৫৩; যশোর-৫৪; ঝিনাইদহ-৫৫; মাগুরা-৫৬; নড়াইল-৫৭; কুষ্টিয়া-৫৮; চুয়াডাঙ্গা-৫৯; মেহেরপুর-৬০; বরিশাল-৬১; পটুয়াখালী-৬২; ভোলা-৬৩; বরগুনা-৬৪; পিরোজপুর-৬৫; ঝালকাঠি-৬৬। [654, 305, 965, 423]
table-cell: ২৪ মে ২০২৬ [590, 1920, 645, 1933]
table-cell: ১০.০০ [590, 1933, 645, 1946]
table-cell: ২৫ মার্চ ২০২৬ [221, 1899, 273, 1921]
table-cell: ১ [655, 1818, 683, 1831]
continued-note-bmet: প্রথম পৃষ্ঠার পর [459, 104, 522, 115]
table-cell: ১০.০০ [590, 1967, 645, 1980]
para: নির্ধারিত সময়ের মধ্যে আবেদনপত্র জমা না দিলে কোনো আবেদন গ্রহণযোগ্য হবে না। কর্তৃপক্ষ কোনো কারণ দর্শানো ব্যতিরেকে নিয়োগ বিজ্ঞপ্তির আংশিক বা সম্পূর্ণ বাতিল, সংশোধন বা পরিবর্তনের ক্ষমতা সংরক্ষণ করেন। [335, 224, 646, 256]
table-row [655, 1946, 964, 1959]
table-caption-army: ১। নিম্নে জেলার নাম, প্রার্থীর জেলা কোড এবং বাংলাদেশ সেনাবাহিনীতে সৈনিক পদে নিয়োগ পরীক্ষার জন্য জেলা ভিত্তিক কোড নম্বর দেওয়া হলো: [654, 1777, 964, 1799]
page-number: ০৩ [1247, 21, 1276, 47]
table-row [336, 1873, 645, 1895]
column-3 [651, 67, 970, 2051]
table-body [18, 1856, 327, 2028]
para: শিক্ষানবিশ ঘোষণার তারিখ হতে দুই বছর পূর্ণ হলে সংশ্লিষ্ট জেলা/ইউনিট প্রধান বা ফর্মেশন প্রধান কর্তৃক কনস্টেবল পদে স্থায়ী করা হবে; নিয়োগপ্রাপ্তির পর প্রশিক্ষণ সমাপ্ত না হওয়া পর্যন্ত অবিবাহিত থাকতে হবে; বিনামূল্যে/স্বল্প মূল্যে পোশাক সামগ্রী, ঝুঁকি ভাতা, চিকিৎসা সুবিধা, রেশন সামগ্রী নির্ধারিত সংখ্যক সদস্যদের জন্য প্রাপ্য হবে। রেশন সামগ্রী স্বল্প মূল্যে প্রাপ্য হবে; নিয়োগপ্রাপ্তির পর যোগ্যতা অনুযায়ী উচ্চতর পদে পদোন্নতিসহ জাতিসংঘ শান্তিরক্ষা মিশনে অংশগ্রহণের সুযোগ রয়েছে। [335, 546, 646, 610]
para: USER ID জানা থাকলে: SAINIK<space>HELP<space>SSC BOARD <space>ROLL<space>PASSING YEAR <space>DISTRICT CODE and Send to 16222; PIN NUMBER জানা থাকলে: SAINIK<space>HELP <space>PIN<space> PIN NUMBER and send to 16222. Example: SAINIK HELP PIN DHA 236098 2019 34 A_ev SAINIK HELP PIN 894098 and send to 6596 [654, 704, 965, 757]
table-column-header: জেলার নাম [336, 1809, 423, 1830]
body-police-sergeant [973, 122, 1283, 2002]
table-cell: ময়মনসিংহ, জামালপুর, শেরপুর, নেত্রকোনা [760, 1856, 964, 1869]
continued-note-fisheries: প্রথম পৃষ্ঠার পর [141, 104, 203, 115]
para: প্রার্থীকে অবশ্যই নির্ধারিত তারিখ ও সময়ে উপস্থিত থাকতে হবে। উপস্থিত না হলে প্রার্থিতা বাতিল বলে গণ্য হবে। প্রার্থীগণকে Physical Endurance Test (PET)-এর জন্য নির্ধারিত মাঠে উপস্থিত হতে হবে। [973, 342, 1283, 374]
headline-army: বাংলাদেশ সেনাবাহিনীতে সৈনিক নিয়োগ [681, 70, 965, 96]
table-cell: চট্টগ্রাম, কক্সবাজার, রাঙ্গামাটি, খাগড়াছড়ি [18, 1920, 113, 1942]
